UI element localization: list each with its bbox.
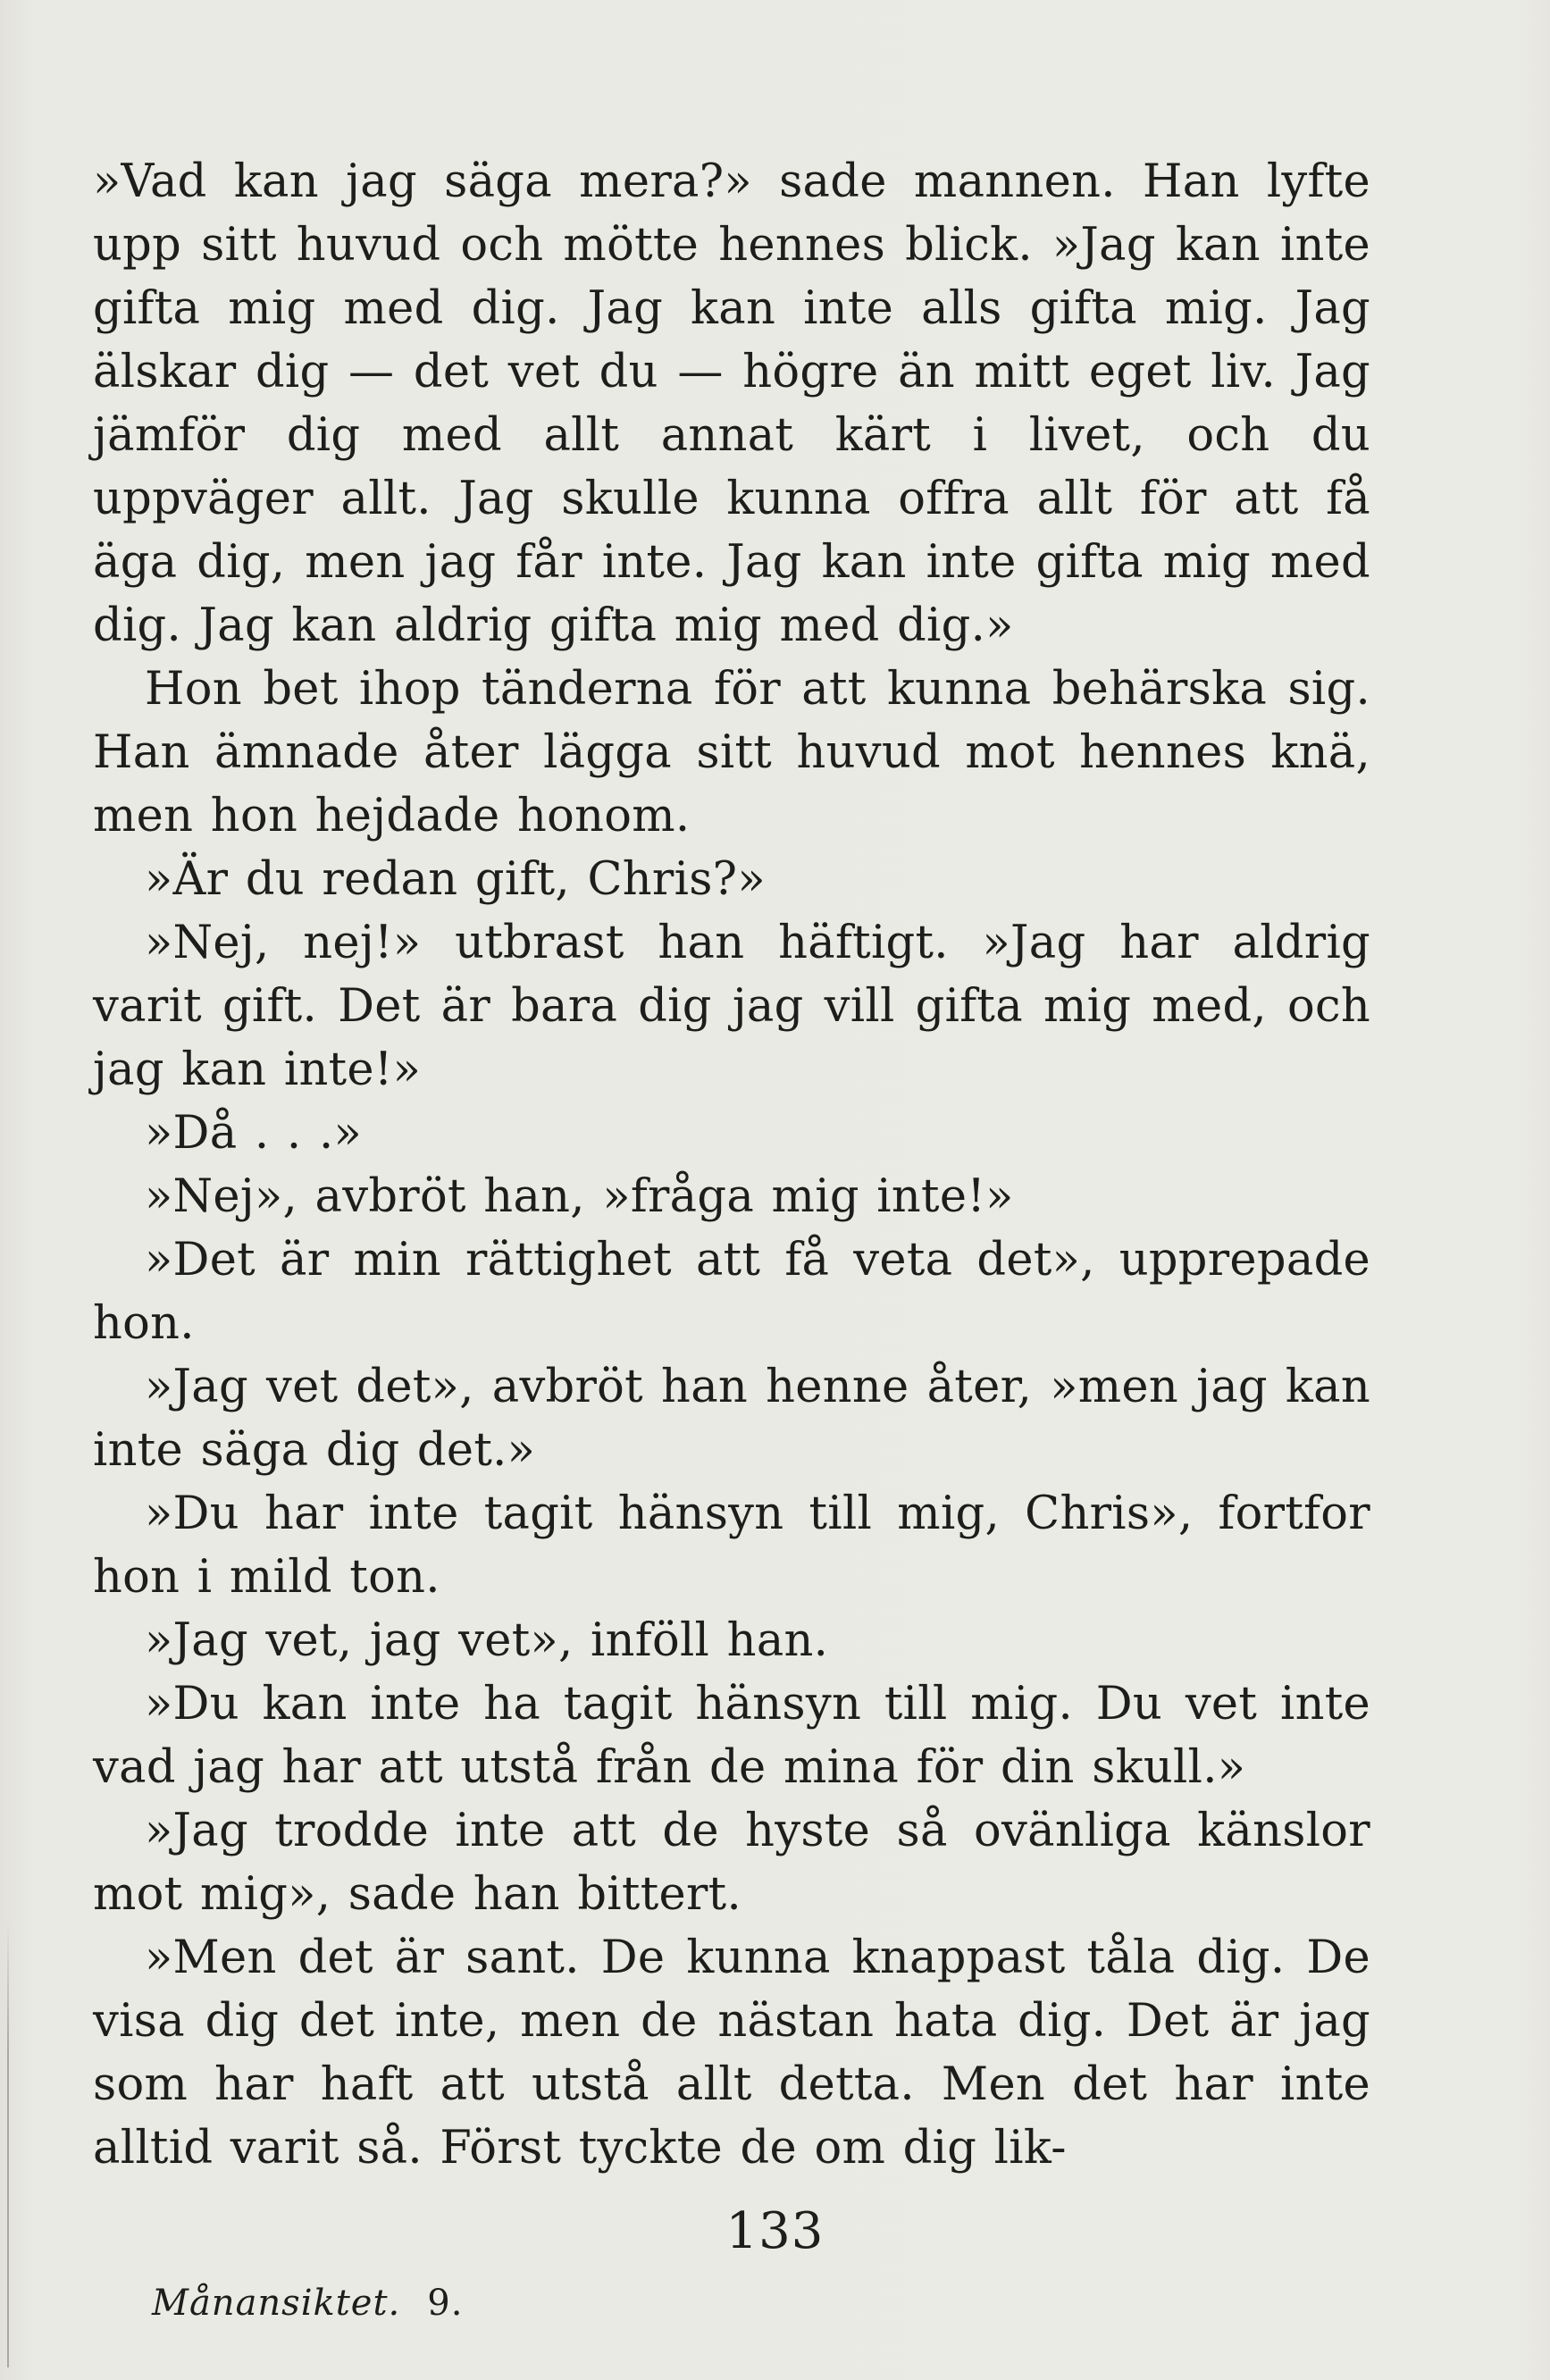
paragraph: »Du har inte tagit hänsyn till mig, Chris», fortfor hon i mild ton. [93,1488,1370,1604]
signature-number: 9. [427,2283,464,2324]
body-text [93,150,1370,2180]
signature-title: Månansiktet. [152,2283,401,2324]
paragraph: »Men det är sant. De kunna knappast tåla dig. De visa dig det inte, men de nästan hata dig. Det är jag som har haft att utstå allt detta. Men det har inte alltid varit så. Först tyckte de om dig lik- [93,1932,1370,2175]
page-number: 133 [725,2202,825,2260]
paragraph: »Är du redan gift, Chris?» [145,853,766,906]
paragraph: »Jag vet det», avbröt han henne åter, »men jag kan inte säga dig det.» [93,1361,1370,1477]
signature-mark [152,2283,463,2324]
paragraph: »Du kan inte ha tagit hänsyn till mig. Du vet inte vad jag har att utstå från de mina för din skull.» [93,1678,1370,1794]
paragraph: Hon bet ihop tänderna för att kunna behärska sig. Han ämnade åter lägga sitt huvud mot hennes knä, men hon hejdade honom. [93,663,1370,842]
paragraph: »Vad kan jag säga mera?» sade mannen. Han lyfte upp sitt huvud och mötte hennes blick. »Jag kan inte gifta mig med dig. Jag kan inte alls gifta mig. Jag älskar dig — det vet du — högre än mitt eget liv. Jag jämför dig med allt annat kärt i livet, och du uppväger allt. Jag skulle kunna offra allt för att få äga dig, men jag får inte. Jag kan inte gifta mig med dig. Jag kan aldrig gifta mig med dig.» [93,155,1370,652]
paragraph: »Jag vet, jag vet», inföll han. [145,1614,829,1667]
gutter-shadow [7,1921,9,2367]
paragraph: »Då . . .» [145,1107,362,1160]
paragraph: »Det är min rättighet att få veta det», upprepade hon. [93,1234,1370,1350]
paragraph: »Nej, nej!» utbrast han häftigt. »Jag har aldrig varit gift. Det är bara dig jag vill gifta mig med, och jag kan inte!» [93,917,1370,1096]
paragraph: »Jag trodde inte att de hyste så ovänliga känslor mot mig», sade han bittert. [93,1805,1370,1921]
paragraph: »Nej», avbröt han, »fråga mig inte!» [145,1170,1014,1223]
